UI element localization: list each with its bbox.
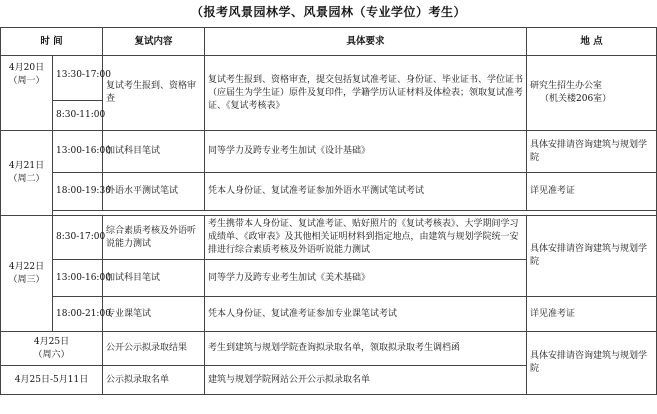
time-text: 13:30-17:00 — [56, 70, 111, 80]
content-cell: 加试科目笔试 — [103, 260, 205, 297]
header-row — [1, 28, 657, 56]
location-cell: 具体安排请咨询建筑与规划学院 — [527, 332, 657, 395]
time-cell — [53, 56, 111, 131]
time-cell: 8:30-17:00 — [53, 216, 103, 260]
requirements-cell: 建筑与规划学院网站公开公示拟录取名单 — [205, 366, 527, 395]
requirements-cell: 复试考生报到、资格审查，提交包括复试准考证、身份证、毕业证书、学位证书（应届生为学生证）原件及复印件，学籍学历认证材料及体检表；领取复试准考证、《复试考核表》 — [205, 56, 527, 131]
page-title: （报考风景园林学、风景园林（专业学位）考生） — [190, 5, 466, 19]
table-row — [1, 56, 657, 131]
location-text: （机关楼206室） — [540, 94, 612, 104]
content-cell: 公开公示拟录取结果 — [103, 332, 205, 366]
date-cell — [1, 56, 53, 131]
requirements-cell: 同等学力及跨专业考生加试《设计基础》 — [205, 131, 527, 173]
location-cell: 具体安排请咨询建筑与规划学院 — [527, 131, 657, 173]
table-row — [1, 332, 657, 366]
weekday-text: （周三） — [8, 274, 45, 285]
content-cell: 外语水平测试笔试 — [103, 173, 205, 211]
location-cell: 具体安排请咨询建筑与规划学院 — [527, 216, 657, 297]
content-cell: 综合素质考核及外语听说能力测试 — [103, 216, 205, 260]
table-row — [1, 216, 657, 260]
date-cell — [1, 332, 103, 366]
schedule-table — [0, 27, 657, 395]
date-text: 4月25日 — [33, 336, 70, 347]
header-location: 地 点 — [527, 28, 657, 56]
weekday-text: （周六） — [33, 349, 70, 360]
time-cell: 13:00-16:00 — [53, 131, 103, 173]
header-content: 复试内容 — [103, 28, 205, 56]
location-cell: 详见准考证 — [527, 297, 657, 332]
requirements-cell: 凭本人身份证、复试准考证参加专业课笔试考试 — [205, 297, 527, 332]
date-cell: 4月25日-5月11日 — [1, 366, 103, 395]
header-time: 时 间 — [1, 28, 103, 56]
date-text: 4月22日 — [8, 261, 45, 272]
time-text: 8:30-11:00 — [56, 110, 106, 120]
content-cell: 加试科目笔试 — [103, 131, 205, 173]
table-row — [1, 173, 657, 211]
requirements-cell: 考生到建筑与规划学院查询拟录取名单，领取拟录取考生调档函 — [205, 332, 527, 366]
date-cell — [1, 131, 53, 216]
content-cell: 公示拟录取名单 — [103, 366, 205, 395]
date-text: 4月20日 — [8, 63, 45, 73]
requirements-cell: 考生携带本人身份证、复试准考证、贴好照片的《复试考核表》、大学期间学习成绩单、《政审表》及其他相关证明材料到指定地点，由建筑与规划学院统一安排进行综合素质考核及外语听说能力测试 — [205, 216, 527, 260]
table-row — [1, 297, 657, 332]
time-cell: 18:00-21:00 — [53, 297, 103, 332]
weekday-text: （周一） — [8, 76, 45, 86]
header-requirements: 具体要求 — [205, 28, 527, 56]
time-cell: 13:00-16:00 — [53, 260, 103, 297]
time-cell: 18:00-19:30 — [53, 173, 103, 211]
date-text: 4月21日 — [8, 161, 45, 171]
table-row — [1, 131, 657, 173]
location-cell: 详见准考证 — [527, 173, 657, 211]
location-text: 研究生招生办公室 — [530, 81, 603, 91]
date-cell — [1, 216, 53, 332]
requirements-cell: 凭本人身份证、复试准考证参加外语水平测试笔试考试 — [205, 173, 527, 211]
content-cell: 专业课笔试 — [103, 297, 205, 332]
weekday-text: （周二） — [8, 174, 45, 184]
content-cell: 复试考生报到、资格审查 — [103, 56, 205, 131]
requirements-cell: 同等学力及跨专业考生加试《美术基础》 — [205, 260, 527, 297]
location-cell — [527, 56, 657, 131]
